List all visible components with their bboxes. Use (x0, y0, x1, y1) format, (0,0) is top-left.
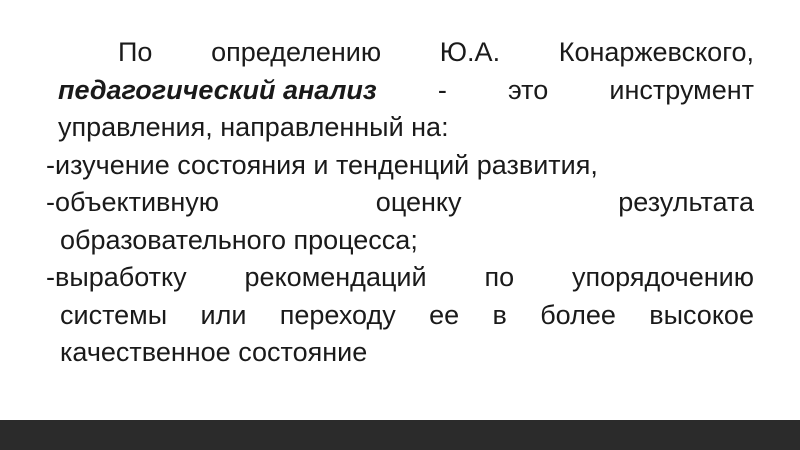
bullet-item-3 (46, 259, 754, 297)
bullet-item-2 (46, 184, 754, 222)
bullet-text: образовательного процесса; (60, 224, 418, 255)
bullet-marker: - (46, 262, 55, 292)
word: По (118, 37, 153, 67)
footer-bar (0, 420, 800, 450)
word: инструмент (609, 74, 754, 105)
word: или (200, 299, 247, 330)
bullet-marker: - (46, 149, 55, 180)
word: оценку (375, 187, 462, 217)
word: - (437, 74, 447, 105)
word: ее (429, 299, 460, 330)
paragraph-text: управления, направленный на: (58, 112, 449, 142)
paragraph-line-3 (58, 109, 754, 147)
term-pedagogical-analysis: педагогический анализ (58, 74, 377, 105)
paragraph-line-1 (58, 34, 754, 72)
word: рекомендаций (244, 262, 427, 292)
word: более (540, 299, 616, 330)
word: по (484, 262, 515, 292)
bullet-marker: - (46, 187, 55, 217)
bullet-item-1 (46, 147, 754, 185)
paragraph-line-2 (58, 72, 754, 110)
bullet-text: изучение состояния и тенденций развития, (55, 149, 598, 180)
word: Конаржевского, (558, 37, 754, 67)
word: высокое (649, 299, 754, 330)
word: переходу (279, 299, 396, 330)
bullet-first-word (46, 259, 187, 297)
word: результата (618, 187, 754, 217)
word: в (492, 299, 507, 330)
word: упорядочению (571, 262, 754, 292)
word: системы (60, 299, 168, 330)
bullet-item-3-line-2 (58, 297, 754, 335)
bullet-item-3-continuation (58, 334, 754, 372)
bullet-text: качественное состояние (60, 337, 368, 367)
word: объективную (55, 187, 220, 217)
word: выработку (55, 262, 187, 292)
bullet-first-word (46, 184, 219, 222)
word: определению (211, 37, 382, 67)
word: это (507, 74, 549, 105)
bullet-item-2-continuation (58, 222, 754, 260)
word: Ю.А. (439, 37, 501, 67)
slide-text-body (46, 34, 754, 372)
